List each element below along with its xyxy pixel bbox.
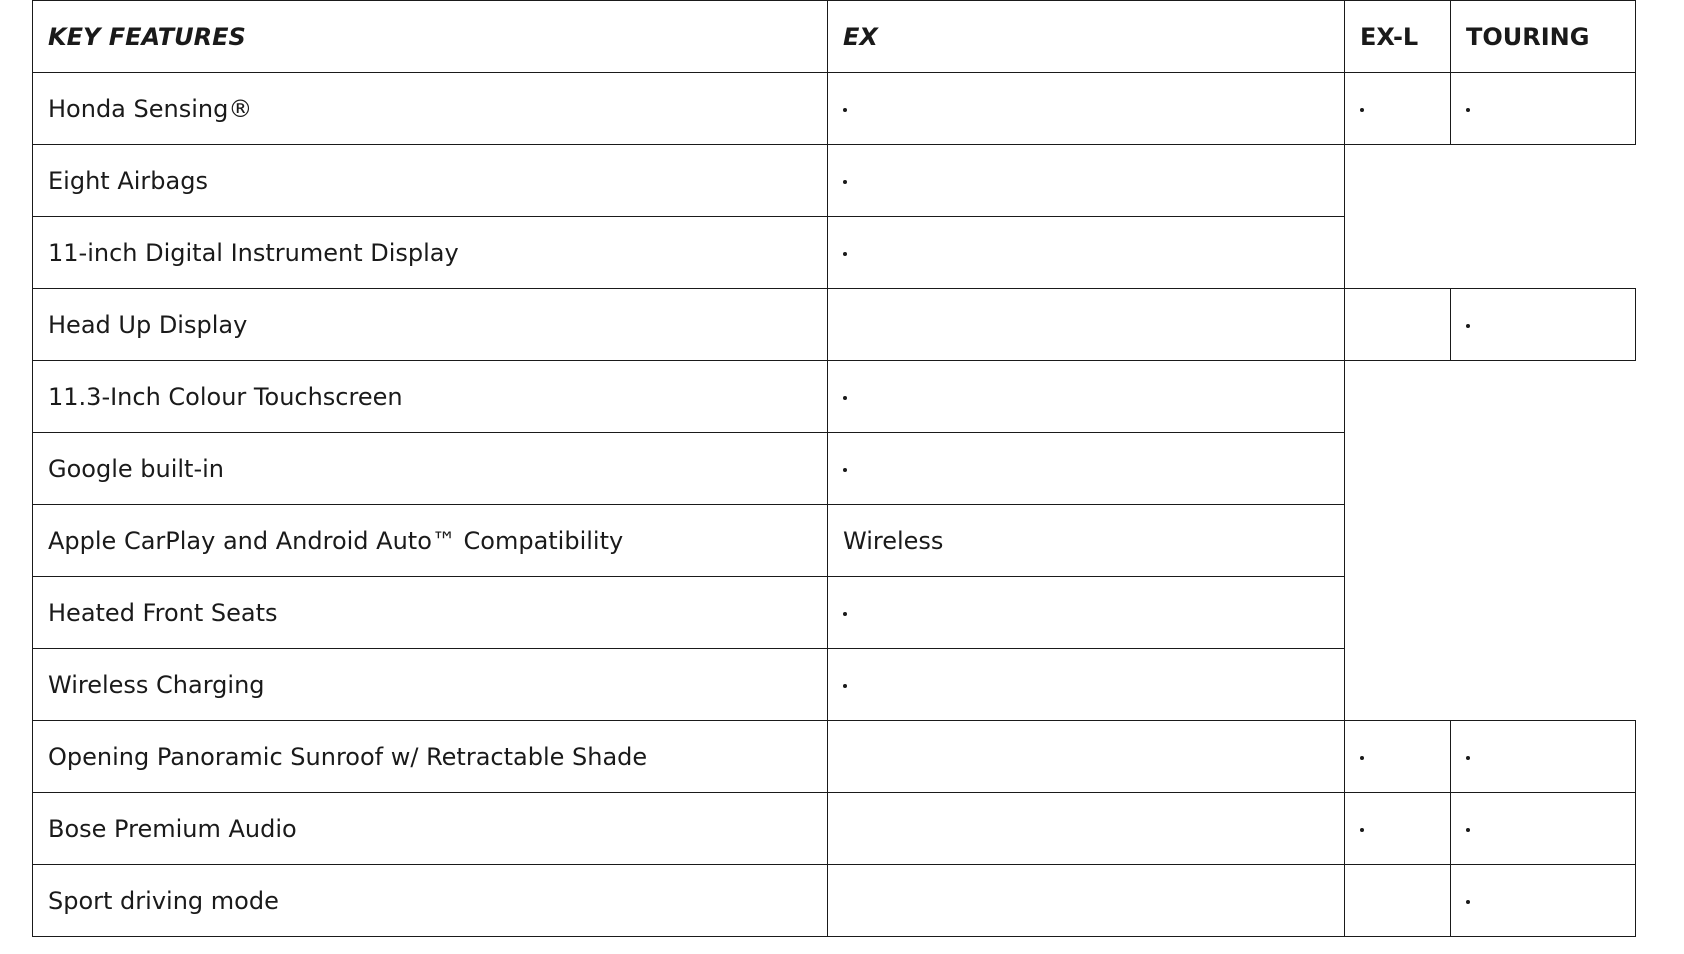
table-row bbox=[33, 433, 1636, 505]
cell-touring bbox=[1451, 721, 1636, 793]
table-row bbox=[33, 577, 1636, 649]
cell-exl-blank bbox=[1345, 217, 1451, 289]
cell-ex bbox=[828, 577, 1345, 649]
included-dot-icon bbox=[843, 612, 847, 616]
cell-touring-blank bbox=[1451, 505, 1636, 577]
included-dot-icon bbox=[1360, 828, 1364, 832]
table-body bbox=[33, 73, 1636, 937]
included-dot-icon bbox=[843, 252, 847, 256]
feature-name: Sport driving mode bbox=[33, 865, 828, 937]
cell-ex bbox=[828, 73, 1345, 145]
cell-exl bbox=[1345, 793, 1451, 865]
cell-exl-blank bbox=[1345, 649, 1451, 721]
cell-touring-blank bbox=[1451, 217, 1636, 289]
table-row bbox=[33, 145, 1636, 217]
feature-name: Head Up Display bbox=[33, 289, 828, 361]
table-row bbox=[33, 289, 1636, 361]
cell-touring-blank bbox=[1451, 577, 1636, 649]
cell-ex bbox=[828, 865, 1345, 937]
cell-exl bbox=[1345, 721, 1451, 793]
table-row bbox=[33, 649, 1636, 721]
cell-exl-blank bbox=[1345, 505, 1451, 577]
header-key-features: KEY FEATURES bbox=[33, 1, 828, 73]
cell-exl-blank bbox=[1345, 433, 1451, 505]
cell-ex bbox=[828, 433, 1345, 505]
included-dot-icon bbox=[1360, 756, 1364, 760]
cell-ex bbox=[828, 217, 1345, 289]
included-dot-icon bbox=[1466, 828, 1470, 832]
feature-name: Eight Airbags bbox=[33, 145, 828, 217]
feature-name: Honda Sensing® bbox=[33, 73, 828, 145]
cell-touring bbox=[1451, 793, 1636, 865]
feature-name: Google built-in bbox=[33, 433, 828, 505]
included-dot-icon bbox=[1466, 108, 1470, 112]
included-dot-icon bbox=[843, 396, 847, 400]
table-row bbox=[33, 217, 1636, 289]
table-row bbox=[33, 793, 1636, 865]
cell-touring-blank bbox=[1451, 145, 1636, 217]
cell-ex bbox=[828, 649, 1345, 721]
feature-name: Apple CarPlay and Android Auto™ Compatibility bbox=[33, 505, 828, 577]
included-dot-icon bbox=[843, 684, 847, 688]
included-dot-icon bbox=[843, 180, 847, 184]
cell-ex bbox=[828, 289, 1345, 361]
table-header-row bbox=[33, 1, 1636, 73]
table-row bbox=[33, 865, 1636, 937]
cell-exl-blank bbox=[1345, 577, 1451, 649]
feature-name: 11-inch Digital Instrument Display bbox=[33, 217, 828, 289]
feature-name: Bose Premium Audio bbox=[33, 793, 828, 865]
feature-name: Heated Front Seats bbox=[33, 577, 828, 649]
included-dot-icon bbox=[1466, 324, 1470, 328]
included-dot-icon bbox=[1466, 900, 1470, 904]
cell-touring-blank bbox=[1451, 649, 1636, 721]
feature-name: Opening Panoramic Sunroof w/ Retractable Shade bbox=[33, 721, 828, 793]
table-row bbox=[33, 505, 1636, 577]
included-dot-icon bbox=[843, 108, 847, 112]
cell-ex bbox=[828, 793, 1345, 865]
cell-exl bbox=[1345, 73, 1451, 145]
table-row bbox=[33, 361, 1636, 433]
table-row bbox=[33, 73, 1636, 145]
cell-ex: Wireless bbox=[828, 505, 1345, 577]
included-dot-icon bbox=[1360, 108, 1364, 112]
table-row bbox=[33, 721, 1636, 793]
feature-name: Wireless Charging bbox=[33, 649, 828, 721]
included-dot-icon bbox=[1466, 756, 1470, 760]
cell-touring-blank bbox=[1451, 361, 1636, 433]
header-ex-l: EX-L bbox=[1345, 1, 1451, 73]
cell-exl-blank bbox=[1345, 145, 1451, 217]
cell-touring bbox=[1451, 289, 1636, 361]
cell-touring-blank bbox=[1451, 433, 1636, 505]
header-ex: EX bbox=[828, 1, 1345, 73]
cell-ex bbox=[828, 145, 1345, 217]
included-dot-icon bbox=[843, 468, 847, 472]
cell-touring bbox=[1451, 73, 1636, 145]
cell-touring bbox=[1451, 865, 1636, 937]
cell-ex bbox=[828, 721, 1345, 793]
cell-exl-blank bbox=[1345, 361, 1451, 433]
cell-exl bbox=[1345, 865, 1451, 937]
cell-ex bbox=[828, 361, 1345, 433]
feature-name: 11.3-Inch Colour Touchscreen bbox=[33, 361, 828, 433]
header-touring: TOURING bbox=[1451, 1, 1636, 73]
key-features-table bbox=[32, 0, 1636, 937]
cell-exl bbox=[1345, 289, 1451, 361]
